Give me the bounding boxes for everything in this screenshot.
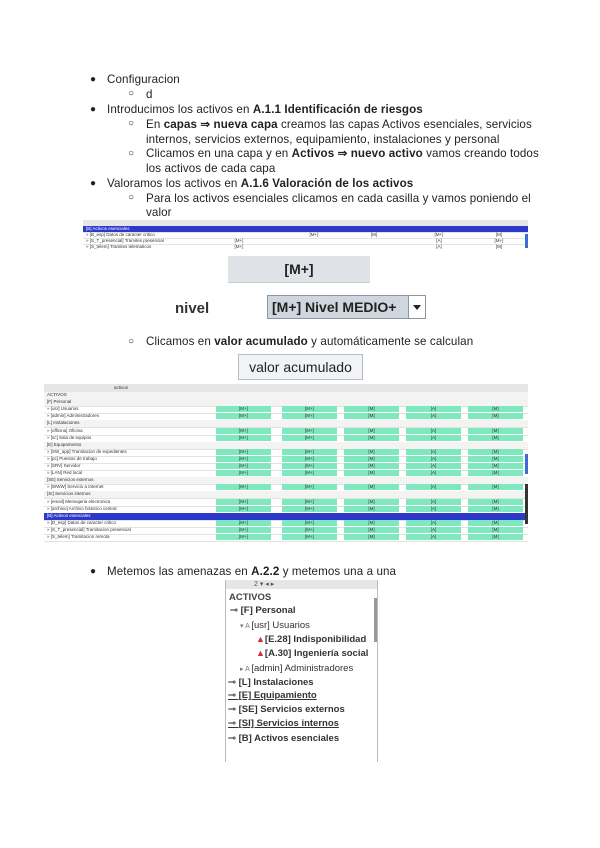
expand-icon[interactable]: ▸ A [240,666,252,673]
scrollbar[interactable] [525,454,528,474]
row-label: » [SRV] Servidor [47,463,81,468]
text: creamos las capas Activos esenciales, servicios [277,118,532,131]
warning-icon: ▲ [256,634,265,644]
scrollbar[interactable] [525,234,528,248]
value-cell[interactable]: [M] [344,456,399,462]
value-cell[interactable]: [M+] [234,238,244,243]
row-label: [SE] Servicios externos [47,477,94,483]
value-cell[interactable]: [M+] [282,435,337,441]
tree-node-equipamiento[interactable] [228,690,317,702]
row-label: » [usr] Usuarios [47,406,79,412]
sub-item-esenciales: Para los activos esenciales clicamos en cada casilla y vamos poniendo el [146,192,531,205]
table-row[interactable] [44,534,528,542]
sub-item-capas [146,117,532,132]
value-cell[interactable]: [M+] [434,232,444,237]
value-cell[interactable]: [A] [406,435,461,441]
text: Clicamos en una capa y en [146,147,292,160]
node-label: [F] Personal [240,605,296,616]
value-cell[interactable]: [M] [344,463,399,469]
value-cell[interactable]: [M+] [216,470,271,476]
row-label: ACTIVOS [47,392,67,397]
text: vamos creando todos [422,147,539,160]
bold-text: valor acumulado [214,335,308,348]
expand-icon[interactable]: ⊸ [230,605,241,616]
sub-item-d: d [146,88,153,101]
value-cell[interactable]: [M+] [216,413,271,419]
value-cell[interactable]: [M] [468,520,523,526]
value-cell[interactable]: [M+] [282,428,337,434]
row-label: » [WWW] Servicio a Internet [47,484,104,490]
value-cell[interactable]: [M+] [282,484,337,490]
value-cell[interactable]: [M+] [282,506,337,512]
value-cell[interactable]: [M] [468,456,523,462]
node-label: [admin] Administradores [251,663,354,674]
value-cell[interactable]: [A] [406,406,461,412]
value-cell[interactable]: [M+] [282,470,337,476]
value-cell[interactable] [288,226,340,231]
sub-item-capas-line2: internos, servicios externos, equipamiento, instalaciones y personal [146,133,500,146]
bullet-dot: ● [90,566,97,577]
nivel-label: nivel [175,300,210,317]
value-cell[interactable]: [A] [436,238,442,243]
value-cell[interactable]: [M] [468,449,523,455]
value-cell[interactable]: [M+] [216,456,271,462]
value-cell[interactable]: [M+] [216,527,271,533]
value-cell[interactable]: [M+] [216,449,271,455]
node-label: [SI] Servicios internos [238,718,339,729]
value-cell[interactable]: [A] [406,456,461,462]
value-cell[interactable]: [M+] [216,484,271,490]
value-cell[interactable]: [M+] [216,435,271,441]
tree-node-usuarios[interactable] [240,620,310,633]
value-cell[interactable]: [M] [344,428,399,434]
row-label: » [archivo] Archivo historico central [47,505,117,511]
value-cell[interactable]: [M+] [282,499,337,505]
value-cell[interactable]: [M] [344,527,399,533]
value-cell[interactable]: [A] [406,470,461,476]
tree-root[interactable]: ACTIVOS [229,592,272,603]
node-label: [E.28] Indisponibilidad [264,634,367,645]
value-cell[interactable]: [M+] [216,463,271,469]
value-cell[interactable]: [M+] [282,456,337,462]
bullet-circle: ○ [128,118,135,129]
list-item-amenazas [107,564,396,579]
value-cell[interactable]: [M+] [309,232,319,237]
row-label: » [B_esp] Datos de caracter critico [86,232,155,237]
row-label: » [S_telem] Tramitacion remota [47,534,110,539]
value-cell[interactable] [213,226,265,231]
assets-valuation-table [83,220,528,250]
expand-icon[interactable]: ⊸ [228,677,239,688]
node-label: [L] Instalaciones [238,677,314,688]
warning-icon: ▲ [256,648,265,658]
value-cell[interactable]: [A] [406,499,461,505]
value-cell[interactable]: [M+] [282,527,337,533]
value-cell[interactable]: [M+] [494,238,504,243]
value-cell[interactable]: [M+] [216,406,271,412]
nivel-select[interactable] [267,295,409,319]
value-cell[interactable] [413,226,465,231]
value-cell[interactable]: [M] [495,232,503,237]
value-cell[interactable] [348,238,400,243]
tree-node-activos-esenciales[interactable] [228,733,339,745]
row-label: » [S_T_presencial] Tramites presencial [86,238,164,243]
value-cell[interactable] [348,226,400,231]
tree-node-personal[interactable] [230,605,296,617]
value-cell[interactable]: [M+] [282,520,337,526]
tree-node-threat-a30[interactable] [256,647,368,660]
value-cell[interactable]: [M+] [216,520,271,526]
bullet-circle: ○ [128,88,135,99]
row-label: » [S_T_presencial] Tramitacion presencial [47,526,131,532]
bold-text: A.2.2 [251,565,280,578]
node-label: [usr] Usuarios [251,620,310,631]
list-item-valoramos [107,176,413,191]
row-label: » [email] Mensajeria electronica [47,498,111,504]
value-cell[interactable]: [M] [468,435,523,441]
row-label: » [D_esp] Datos de caracter critico [47,519,117,525]
scrollbar[interactable] [374,598,377,642]
value-cell[interactable]: [M+] [234,244,244,249]
row-label: [B] Activos esenciales [86,226,130,231]
value-cell[interactable]: [M] [370,232,378,237]
tree-node-threat-e28[interactable] [256,633,366,646]
accumulated-value-table [44,384,528,542]
row-label: » [LAN] Red local [47,470,83,476]
bullet-dot: ● [90,104,97,115]
value-cell[interactable]: [M+] [216,534,271,540]
text: y automáticamente se calculan [307,335,474,348]
node-label: [A.30] Ingeniería social [264,648,369,659]
bullet-dot: ● [90,74,97,85]
value-cell[interactable]: [M] [468,413,523,419]
value-cell[interactable]: [M] [344,406,399,412]
value-cell[interactable]: [A] [406,520,461,526]
nivel-selector [170,290,430,324]
node-label: [E] Equipamiento [238,690,317,701]
row-label: [SI] Servicios internos [47,491,91,497]
value-cell[interactable]: [M] [344,534,399,540]
nivel-value: [M+] [284,261,314,277]
sub-item-valor-acumulado [146,334,473,349]
value-cell[interactable]: [M] [468,534,523,540]
expand-icon[interactable]: ⊸ [228,733,239,744]
chevron-down-icon[interactable] [408,295,426,319]
value-cell[interactable]: [M] [495,244,503,249]
tree-node-serv-int[interactable] [228,718,339,730]
value-cell[interactable] [213,232,265,237]
value-cell[interactable]: [M] [468,470,523,476]
value-cell[interactable]: [A] [406,484,461,490]
row-label: [B] Activos esenciales [47,512,91,518]
value-cell[interactable]: [M] [344,499,399,505]
row-label: » [S_telem] Tramites telematicos [86,244,152,249]
text: Valoramos los activos en [107,177,241,190]
value-cell[interactable]: [M+] [282,413,337,419]
value-cell[interactable]: [M] [468,499,523,505]
value-cell[interactable]: [A] [406,413,461,419]
value-cell[interactable]: [A] [406,428,461,434]
nivel-select-value: [M+] Nivel MEDIO+ [272,299,397,315]
value-cell[interactable]: [M+] [282,449,337,455]
value-cell[interactable]: [M+] [282,406,337,412]
value-cell[interactable] [288,244,340,249]
value-cell[interactable]: [M+] [216,506,271,512]
tree-node-instalaciones[interactable] [228,677,314,689]
expand-icon[interactable]: ⊸ [228,718,239,729]
bold-text: nueva capa [213,118,278,131]
arrow-text: ⇒ [334,147,351,160]
bullet-circle: ○ [128,148,135,159]
bullet-circle: ○ [128,192,135,203]
bold-text: A.1.6 Valoración de los activos [240,177,414,190]
table-header: activos [44,384,528,392]
value-cell[interactable]: [M] [468,428,523,434]
row-label: [F] Personal [47,399,72,405]
value-cell[interactable]: [A] [406,463,461,469]
value-cell[interactable] [288,238,340,243]
list-item-introducimos [107,102,423,117]
row-label: » [pc] Puestos de trabajo [47,455,97,461]
bold-text: capas [163,118,198,131]
bullet-circle: ○ [128,336,135,347]
value-cell[interactable]: [A] [406,534,461,540]
row-label: » [sc] Sala de equipos [47,434,92,440]
table-row[interactable] [83,244,528,250]
bold-text: nuevo activo [350,147,423,160]
value-cell[interactable] [473,226,525,231]
sub-item-clicamos [146,146,539,161]
value-cell[interactable]: [A] [406,449,461,455]
value-cell[interactable]: [M] [468,463,523,469]
value-cell[interactable]: [A] [436,244,442,249]
value-cell[interactable]: [M] [344,413,399,419]
text: En [146,118,164,131]
value-cell[interactable]: [M+] [216,499,271,505]
row-label: » [SW_app] Tramitacion de expedientes [47,448,127,454]
expand-icon[interactable]: ⊸ [228,704,239,715]
value-cell[interactable]: [M] [344,449,399,455]
tree-node-admin[interactable] [240,663,353,676]
scrollbar[interactable] [525,484,528,524]
value-cell[interactable]: [A] [406,506,461,512]
text: y metemos una a una [279,565,397,578]
threats-tree [225,580,378,762]
row-label: » [admin] Administradores [47,413,100,419]
row-label: » [officina] Oficina [47,427,83,433]
node-label: [B] Activos esenciales [238,733,340,744]
list-item-configuracion: Configuracion [107,73,180,86]
tree-header: 2 ▾ ◂ ▸ [226,580,377,589]
value-cell[interactable]: [M+] [216,428,271,434]
value-cell[interactable] [348,244,400,249]
value-cell[interactable]: [M] [344,470,399,476]
value-cell[interactable]: [M] [344,435,399,441]
value-cell[interactable]: [M] [344,520,399,526]
text: Clicamos en [146,335,215,348]
value-cell[interactable]: [M] [344,484,399,490]
collapse-icon[interactable]: ▾ A [240,623,252,630]
value-cell[interactable]: [M] [468,506,523,512]
value-cell[interactable]: [M] [468,406,523,412]
value-cell[interactable]: [M+] [282,463,337,469]
value-cell[interactable]: [M+] [282,534,337,540]
bold-text: A.1.1 Identificación de riesgos [252,103,423,116]
valor-acumulado-label: valor acumulado [249,359,352,375]
arrow-text: ⇒ [197,118,214,131]
valor-acumulado-button[interactable] [238,354,363,380]
sub-item-esenciales-line2: valor [146,206,172,219]
bold-text: Activos [291,147,335,160]
sub-item-clicamos-line2: los activos de cada capa [146,162,276,175]
value-cell[interactable]: [A] [406,527,461,533]
value-cell[interactable]: [M] [344,506,399,512]
bullet-dot: ● [90,178,97,189]
text: Introducimos los activos en [107,103,253,116]
value-cell[interactable]: [M] [468,484,523,490]
node-label: [SE] Servicios externos [238,704,345,715]
value-cell[interactable]: [M] [468,527,523,533]
text: Metemos las amenazas en [107,565,252,578]
row-label: [L] Instalaciones [47,420,80,426]
tree-node-serv-ext[interactable] [228,704,345,716]
expand-icon[interactable]: ⊸ [228,690,239,701]
row-label: [E] Equipamiento [47,441,82,447]
nivel-value-cell[interactable] [228,256,370,283]
